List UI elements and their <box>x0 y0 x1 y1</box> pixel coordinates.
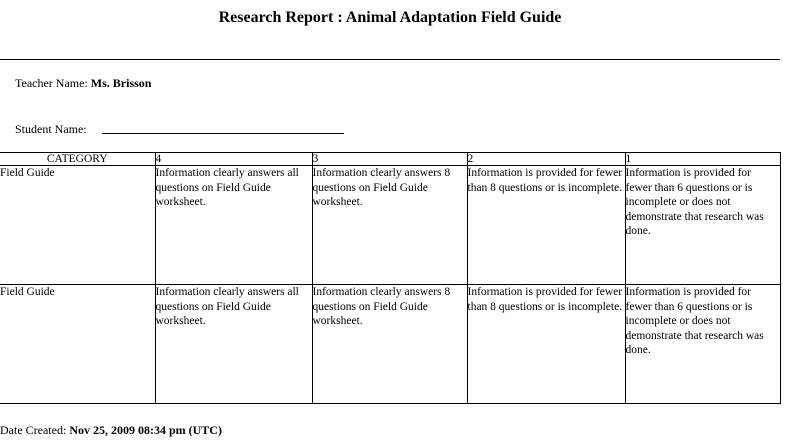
table-cell: Information clearly answers 8 questions on Field Guide worksheet. <box>312 166 467 285</box>
header-score-1: 1 <box>625 153 780 166</box>
table-cell: Information clearly answers all questions on Field Guide worksheet. <box>155 166 312 285</box>
header-score-4: 4 <box>155 153 312 166</box>
teacher-name <box>15 76 151 91</box>
page-title: Research Report : Animal Adaptation Field Guide <box>218 9 562 26</box>
table-cell: Information is provided for fewer than 6 questions or is incomplete or does not demonstrate that research was done. <box>625 166 780 285</box>
divider <box>0 59 780 60</box>
table-row <box>0 285 780 404</box>
teacher-label: Teacher Name: <box>15 76 88 90</box>
header-score-3: 3 <box>312 153 467 166</box>
teacher-value: Ms. Brisson <box>90 76 152 90</box>
student-name-label: Student Name: <box>15 122 87 136</box>
rubric-table <box>0 152 781 404</box>
header-category: CATEGORY <box>0 153 155 166</box>
date-created-value: Nov 25, 2009 08:34 pm (UTC) <box>69 423 222 437</box>
rubric-header-row <box>0 153 780 166</box>
header-score-2: 2 <box>467 153 625 166</box>
date-created <box>0 423 222 438</box>
table-cell: Information clearly answers 8 questions on Field Guide worksheet. <box>312 285 467 404</box>
table-row <box>0 166 780 285</box>
row-category: Field Guide <box>0 285 155 404</box>
table-cell: Information is provided for fewer than 8 questions or is incomplete. <box>467 166 625 285</box>
table-cell: Information clearly answers all questions on Field Guide worksheet. <box>155 285 312 404</box>
student-name-line <box>102 133 344 134</box>
row-category: Field Guide <box>0 166 155 285</box>
date-created-label: Date Created: <box>0 423 67 437</box>
table-cell: Information is provided for fewer than 8 questions or is incomplete. <box>467 285 625 404</box>
table-cell: Information is provided for fewer than 6 questions or is incomplete or does not demonstrate that research was done. <box>625 285 780 404</box>
